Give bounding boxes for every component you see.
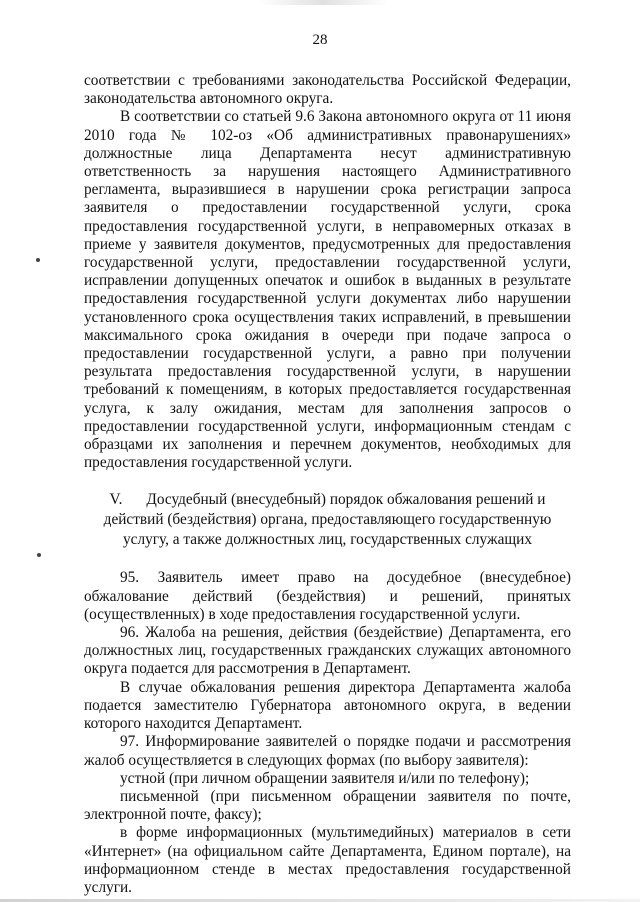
section-number: V.	[109, 491, 123, 509]
scan-smudge	[258, 0, 388, 5]
paragraph: в форме информационных (мультимедийных) материалов в сети «Интернет» (на официальном сайте Департамента, Едином портале), на информационном стенде в местах предоставления государственной услуги.	[84, 824, 571, 896]
section-title: Досудебный (внесудебный) порядок обжалования решений и действий (бездействия) органа, предоставляющего государственную услугу, а также должностных лиц, государственных служащих	[103, 491, 552, 549]
paragraph: устной (при личном обращении заявителя и/или по телефону);	[120, 769, 530, 787]
paragraph: соответствии с требованиями законодательства Российской Федерации, законодательства автономного округа.	[84, 72, 571, 108]
scan-dot	[37, 553, 41, 557]
document-body	[84, 72, 571, 897]
paragraph: 95. Заявитель имеет право на досудебное (внесудебное) обжалование действий (бездействия) и решений, принятых (осуществленных) в ходе предоставления государственной услуги.	[84, 569, 571, 623]
paragraph: 96. Жалоба на решения, действия (бездействие) Департамента, его должностных лиц, государственных гражданских служащих автономного округа подается для рассмотрения в Департамент.	[84, 624, 571, 678]
page-number: 28	[312, 32, 328, 48]
paragraph: В соответствии со статьей 9.6 Закона автономного округа от 11 июня 2010 года № 102-оз «Об административных правонарушениях» должностные лица Департамента несут административную ответственность за нарушения настоящего Административного регламента, выразившиеся в нарушении срока регистрации запроса заявителя о предоставлении государственной услуги, срока предоставления государственной услуги, в неправомерных отказах в приеме у заявителя документов, предусмотренных для предоставления государственной услуги, предоставлении государственной услуги, исправлении допущенных опечаток и ошибок в выданных в результате предоставления государственной услуги документах либо нарушении установленного срока осуществления таких исправлений, в превышении максимального срока ожидания в очереди при подаче запроса о предоставлении государственной услуги, а равно при получении результата предоставления государственной услуги, в нарушении требований к помещениям, в которых предоставляется государственная услуга, к залу ожидания, местам для заполнения запросов о предоставлении государственной услуги, информационным стендам с образцами их заполнения и перечнем документов, необходимых для предоставления государственной услуги.	[84, 108, 571, 472]
paragraph: 97. Информирование заявителей о порядке подачи и рассмотрения жалоб осуществляется в следующих формах (по выбору заявителя):	[84, 733, 571, 769]
scan-dot	[36, 258, 40, 262]
paragraph: письменной (при письменном обращении заявителя по почте, электронной почте, факсу);	[84, 787, 571, 824]
section-heading	[84, 490, 571, 550]
paragraph: В случае обжалования решения директора Департамента жалоба подается заместителю Губернатора автономного округа, в ведении которого находится Департамент.	[84, 678, 571, 733]
